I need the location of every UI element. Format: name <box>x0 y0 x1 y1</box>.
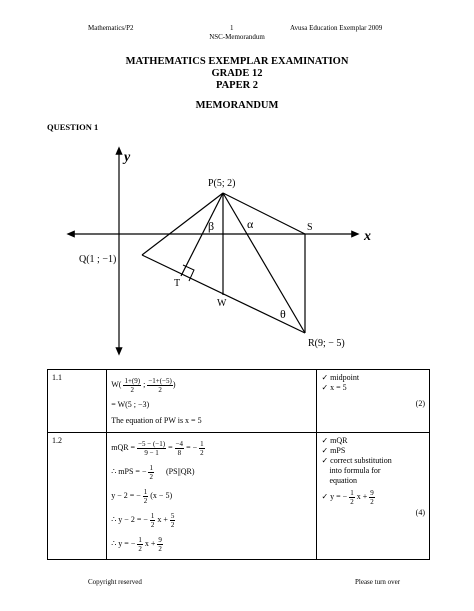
y-axis-label: y <box>124 150 131 165</box>
header-memo-type: NSC-Memorandum <box>209 33 265 41</box>
answer-working: mQR = $\frac{-5 - (-1)}{9 - 1}$ = $\frac{-4}{8}$ = − $\frac{1}{2}$ ∴ mPS = − $\frac{1}{2}$ (PS||QR) y − 2 = − $\frac{1}{2}$ (x − 5) ∴ y − 2 = − $\frac{1}{2}$ x + $\frac{5}{2}$ ∴ y = − $\frac{1}{2}$ x + $\frac{9}{2}$ <box>107 433 317 560</box>
exam-grade: GRADE 12 <box>211 68 263 79</box>
table-row <box>48 370 430 433</box>
footer-turn-over: Please turn over <box>355 578 401 586</box>
point-q-label: Q(1 ; −1) <box>79 254 117 265</box>
angle-theta-label: θ <box>280 307 286 321</box>
marks-column: ✓ midpoint ✓ x = 5 (2) <box>317 370 430 433</box>
question-number: 1.2 <box>48 433 107 560</box>
angle-beta-label: β <box>208 219 215 233</box>
memorandum-heading: MEMORANDUM <box>195 100 279 111</box>
header-subject: Mathematics/P2 <box>88 24 134 32</box>
marks-column: ✓ mQR ✓ mPS ✓ correct substitution into formula for equation ✓ y = − $\frac{1}{2}$ x + $\frac{9}{2}$ (4) <box>317 433 430 560</box>
point-s-label: S <box>307 222 313 233</box>
x-axis-label: x <box>364 229 371 244</box>
point-r-label: R(9; − 5) <box>308 338 345 349</box>
memo-table <box>47 369 430 560</box>
header-page-number: 1 <box>230 24 234 32</box>
question-heading: QUESTION 1 <box>47 122 99 132</box>
angle-alpha-label: α <box>247 217 254 231</box>
table-row <box>48 433 430 560</box>
point-t-label: T <box>174 278 181 289</box>
question-number: 1.1 <box>48 370 107 433</box>
exam-paper: PAPER 2 <box>215 80 259 91</box>
answer-working: W( $\frac{1+(9)}{2}$ ; $\frac{-1+(-5)}{2}$ ) = W(5 ; −3) The equation of PW is x = 5 <box>107 370 317 433</box>
point-w-label: W <box>217 298 227 309</box>
exam-title: MATHEMATICS EXEMPLAR EXAMINATION <box>125 56 349 67</box>
footer-copyright: Copyright reserved <box>88 578 142 586</box>
mark-total: (2) <box>415 399 425 408</box>
mark-total: (4) <box>415 508 425 517</box>
point-p-label: P(5; 2) <box>208 178 236 189</box>
header-publisher: Avusa Education Exemplar 2009 <box>290 24 383 32</box>
